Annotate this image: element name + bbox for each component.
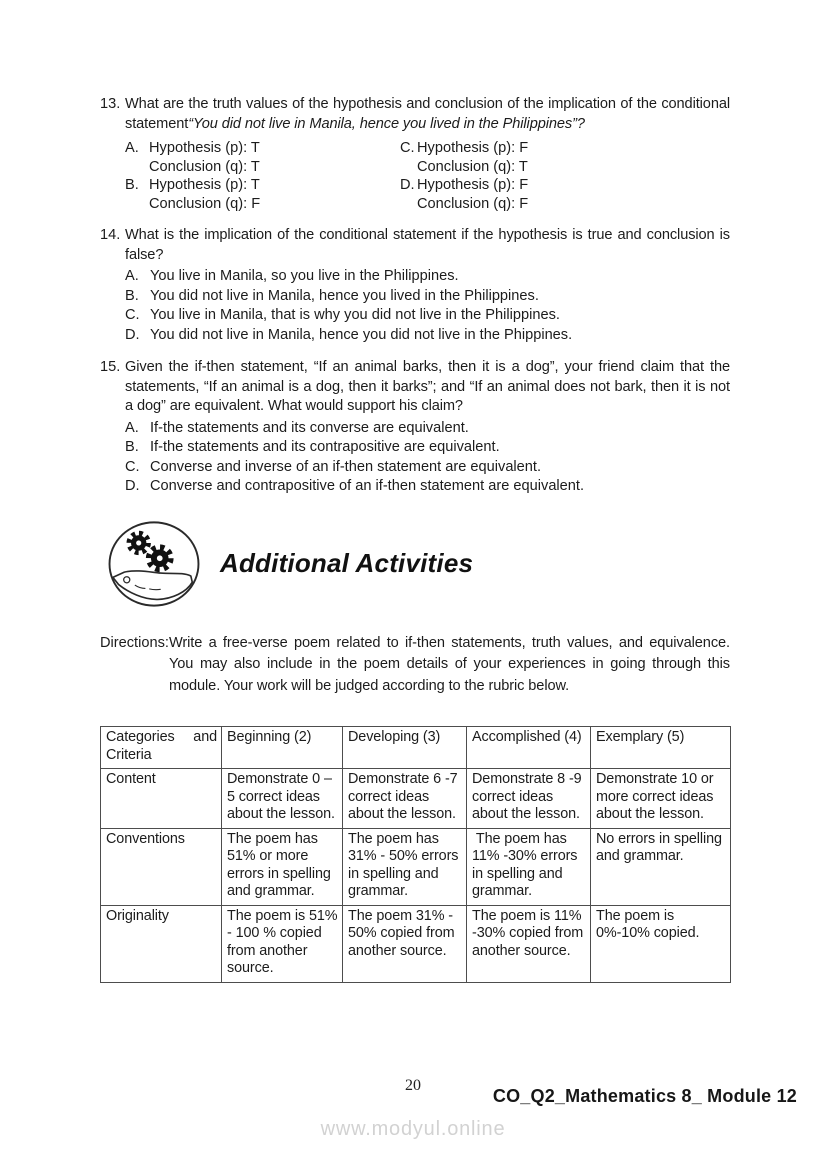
rubric-cell: Demonstrate 0 – 5 correct ideas about the lesson. (222, 769, 343, 829)
rubric-cell: No errors in spelling and grammar. (591, 828, 731, 905)
question-13 (100, 95, 730, 213)
option-letter: C. (125, 307, 140, 323)
option-text: If-the statements and its contrapositive are equivalent. (150, 439, 500, 455)
option-text: Converse and contrapositive of an if-then statement are equivalent. (150, 478, 585, 494)
option-line: Hypothesis (p): T (149, 177, 260, 193)
directions-text: Write a free-verse poem related to if-then statements, truth values, and equivalence. You may also include in the poem details of your experiences in going through this module. Your work will be judged according to the rubric below. (168, 634, 730, 694)
option-letter: C. (125, 458, 140, 475)
directions-label: Directions: (100, 634, 169, 651)
stem-quote-italic: “You did not live in Manila, hence you lived in the Philippines”? (188, 115, 585, 132)
option-line: Hypothesis (p): T (149, 140, 260, 156)
option-letter: B. (125, 177, 139, 193)
option-a (125, 419, 730, 439)
page-number: 20 (405, 1077, 421, 1094)
option-text: Converse and inverse of an if-then statement are equivalent. (150, 458, 542, 475)
question-15 (100, 358, 730, 497)
rubric-header-cell: Developing (3) (343, 727, 467, 769)
rubric-cell: Demonstrate 6 -7 correct ideas about the lesson. (343, 769, 467, 829)
option-text: If-the statements and its converse are equivalent. (150, 419, 469, 436)
rubric-cell: Originality (101, 905, 222, 982)
gear-icon (149, 547, 171, 569)
option-letter: B. (125, 287, 139, 304)
option-line: Conclusion (q): T (149, 158, 260, 175)
rubric-row-originality (101, 905, 731, 982)
rubric-cell: The poem is 51% - 100 % copied from another source. (222, 905, 343, 982)
module-footer-label: CO_Q2_Mathematics 8_ Module 12 (492, 1086, 797, 1106)
question-number: 14. (100, 227, 121, 243)
options-list (125, 419, 730, 497)
question-number: 13. (100, 96, 121, 112)
option-letter: A. (125, 419, 139, 436)
option-d (125, 326, 730, 346)
question-14 (100, 226, 730, 345)
section-header (106, 519, 730, 609)
option-text: You live in Manila, so you live in the Philippines. (150, 268, 459, 284)
stem-text: What are the truth values of the hypothesis and conclusion of the implication of the conditional statement (125, 96, 730, 132)
option-b (125, 176, 400, 213)
option-c (125, 458, 730, 478)
rubric-cell: The poem 31% - 50% copied from another source. (343, 905, 467, 982)
rubric-cell: Conventions (101, 828, 222, 905)
option-letter: D. (125, 326, 140, 343)
section-title: Additional Activities (220, 548, 474, 578)
option-b (125, 438, 730, 458)
option-text: You did not live in Manila, hence you did not live in the Phippines. (150, 326, 573, 343)
directions (100, 633, 730, 698)
rubric-cell: The poem has 11% -30% errors in spelling and grammar. (467, 828, 591, 905)
rubric-row-conventions (101, 828, 731, 905)
rubric-cell: Demonstrate 8 -9 correct ideas about the lesson. (467, 769, 591, 829)
option-d (125, 477, 730, 497)
rubric-header-row (101, 727, 731, 769)
rubric-row-content (101, 769, 731, 829)
option-line: Conclusion (q): T (417, 158, 528, 175)
options-list (125, 267, 730, 345)
page-content (100, 95, 730, 983)
option-line: Hypothesis (p): F (417, 177, 529, 193)
options-two-columns (125, 139, 730, 213)
rubric-cell: The poem is 0%-10% copied. (591, 905, 731, 982)
option-letter: A. (125, 140, 139, 156)
hand-with-gears-icon (106, 520, 202, 608)
option-c (125, 306, 730, 326)
options-column-left (125, 139, 400, 213)
option-letter: C. (400, 140, 415, 156)
option-c (400, 139, 730, 176)
question-number: 15. (100, 359, 121, 375)
rubric-header-cell: Accomplished (4) (467, 727, 591, 769)
option-letter: A. (125, 268, 139, 284)
question-stem: What is the implication of the conditional statement if the hypothesis is true and conclusion is false? (125, 227, 730, 263)
option-a (125, 139, 400, 176)
rubric-cell: The poem has 51% or more errors in spelling and grammar. (222, 828, 343, 905)
rubric-cell: Content (101, 769, 222, 829)
rubric-cell: The poem has 31% - 50% errors in spelling and grammar. (343, 828, 467, 905)
option-letter: D. (400, 177, 415, 193)
gear-icon (129, 533, 148, 552)
options-column-right (400, 139, 730, 213)
rubric-header-cell: Categories and Criteria (101, 727, 222, 769)
rubric-header-cell: Beginning (2) (222, 727, 343, 769)
option-text: You did not live in Manila, hence you lived in the Philippines. (150, 287, 539, 304)
option-line: Conclusion (q): F (417, 195, 529, 212)
option-line: Conclusion (q): F (149, 195, 261, 212)
option-d (400, 176, 730, 213)
question-stem: Given the if-then statement, “If an animal barks, then it is a dog”, your friend claim that the statements, “If an animal is a dog, then it barks”; and “If an animal does not bark, then it is not a dog” are equivalent. What would support his claim? (125, 359, 730, 414)
option-a (125, 267, 730, 287)
rubric-cell: The poem is 11% -30% copied from another source. (467, 905, 591, 982)
rubric-header-cell: Exemplary (5) (591, 727, 731, 769)
watermark: www.modyul.online (320, 1118, 506, 1140)
option-line: Hypothesis (p): F (417, 140, 529, 156)
rubric-table (100, 726, 731, 983)
option-b (125, 287, 730, 307)
option-letter: B. (125, 439, 139, 455)
question-stem (125, 95, 730, 134)
option-text: You live in Manila, that is why you did not live in the Philippines. (150, 307, 560, 323)
option-letter: D. (125, 478, 140, 494)
rubric-cell: Demonstrate 10 or more correct ideas about the lesson. (591, 769, 731, 829)
